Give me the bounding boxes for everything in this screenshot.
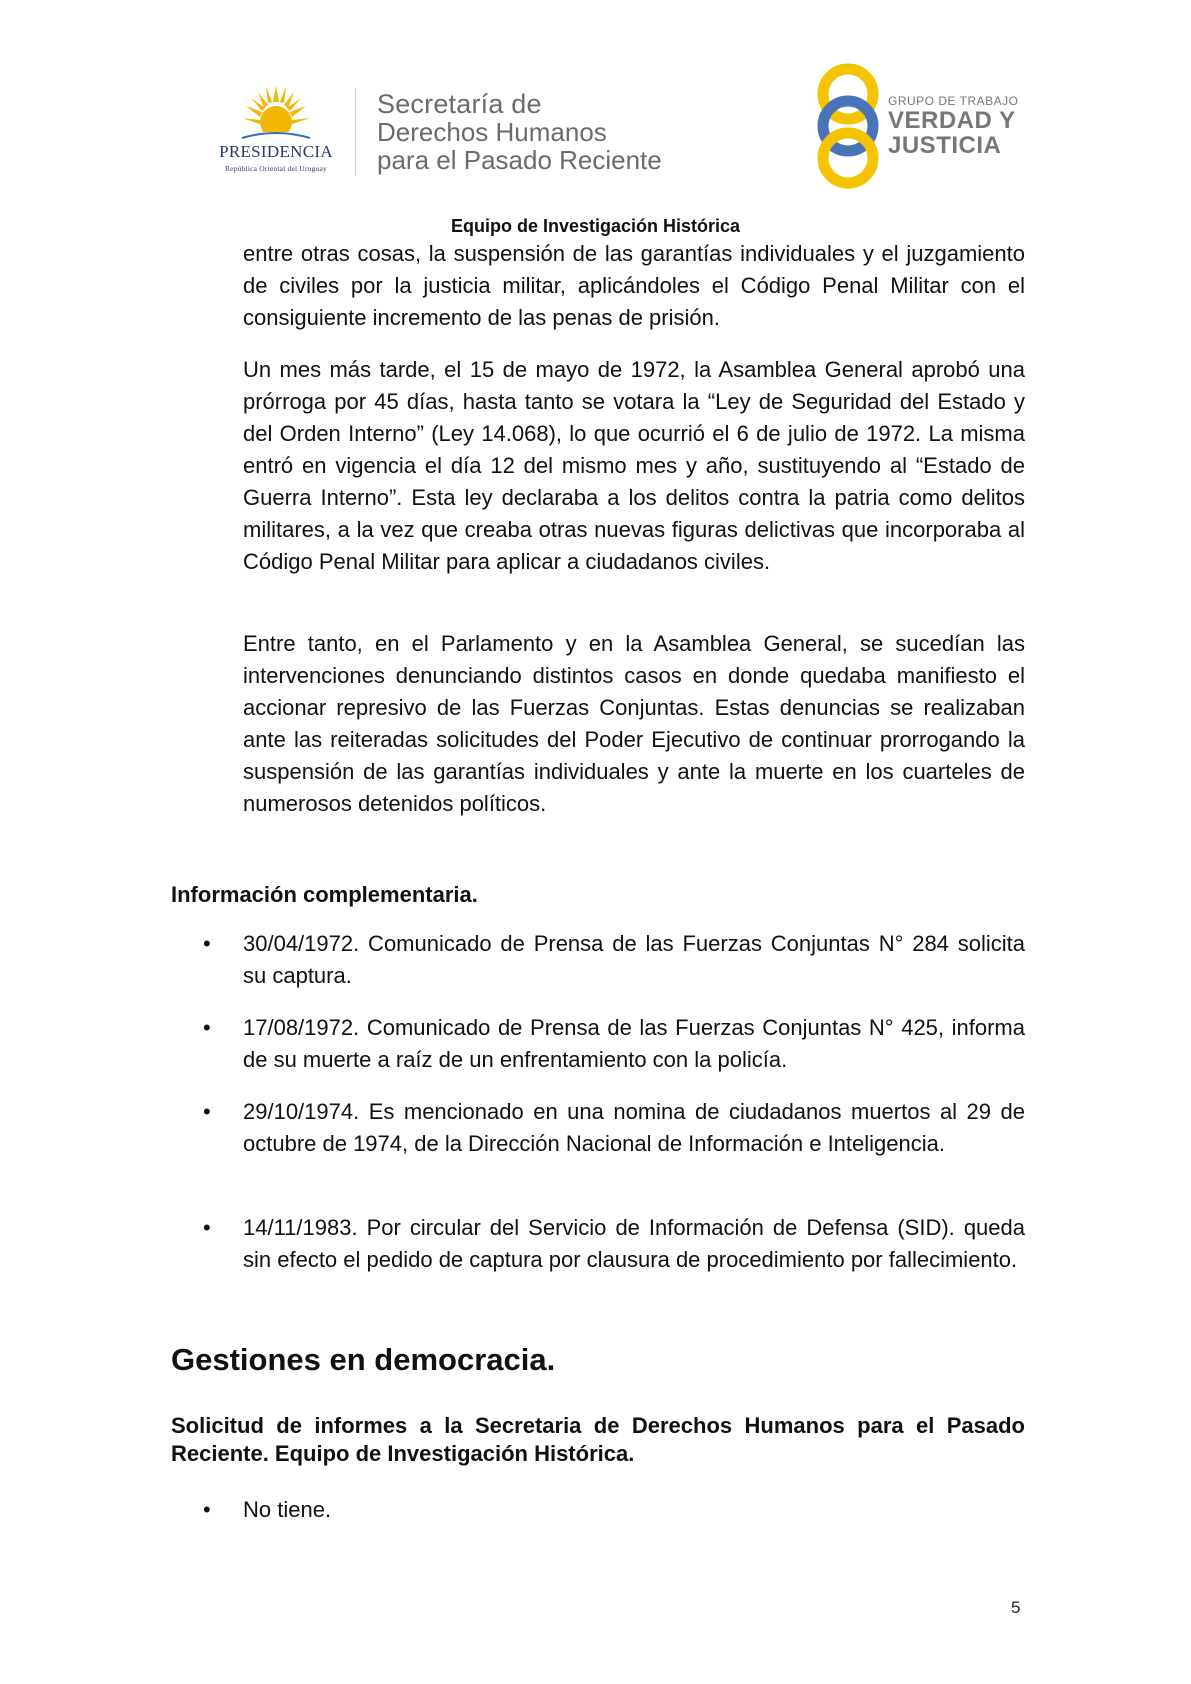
secretaria-line-1: Secretaría de — [377, 89, 542, 119]
presidencia-logo — [196, 80, 356, 180]
header-divider — [355, 88, 356, 176]
list-item-text: 30/04/1972. Comunicado de Prensa de las Fuerzas Conjuntas N° 284 solicita su captura. — [243, 931, 1025, 988]
vj-justicia: JUSTICIA — [888, 132, 1002, 159]
sun-icon — [238, 80, 314, 140]
list-item-text: No tiene. — [243, 1497, 332, 1522]
bullet: • — [203, 1497, 211, 1522]
page-header — [0, 0, 1191, 236]
presidencia-name: PRESIDENCIA — [219, 142, 333, 161]
paragraph-2: Un mes más tarde, el 15 de mayo de 1972, la Asamblea General aprobó una prórroga por 45 días, hasta tanto se votara la “Ley de Seguridad del Estado y del Orden Interno” (Ley 14.068), lo que ocurrió el 6 de julio de 1972. La misma entró en vigencia el día 12 del mismo mes y año, sustituyendo al “Estado de Guerra Interno”. Esta ley declaraba a los delitos contra la patria como delitos militares, a la vez que creaba otras nuevas figuras delictivas que incorporaba al Código Penal Militar para aplicar a ciudadanos civiles. — [243, 357, 1025, 574]
list-item-text: 14/11/1983. Por circular del Servicio de Información de Defensa (SID). queda sin efecto el pedido de captura por clausura de procedimiento por fallecimiento. — [243, 1215, 1025, 1272]
paragraph-3: Entre tanto, en el Parlamento y en la Asamblea General, se sucedían las intervenciones denunciando distintos casos en donde quedaba manifiesto el accionar represivo de las Fuerzas Conjuntas. Estas denuncias se realizaban ante las reiteradas solicitudes del Poder Ejecutivo de continuar prorrogando la suspensión de las garantías individuales y ante la muerte en los cuarteles de numerosos detenidos políticos. — [243, 631, 1025, 816]
paragraph-1: entre otras cosas, la suspensión de las garantías individuales y el juzgamiento de civiles por la justicia militar, aplicándoles el Código Penal Militar con el consiguiente incremento de las penas de prisión. — [243, 241, 1025, 330]
secretaria-line-2: Derechos Humanos — [377, 117, 607, 147]
info-heading: Información complementaria. — [171, 882, 478, 907]
bullet: • — [203, 931, 211, 956]
bullet: • — [203, 1015, 211, 1040]
verdad-justicia-text — [888, 94, 1018, 158]
secretaria-logo-text — [377, 90, 662, 174]
democracia-heading: Gestiones en democracia. — [171, 1342, 556, 1377]
page-number: 5 — [1011, 1598, 1021, 1617]
rings-icon — [812, 62, 884, 190]
list-item-text: 29/10/1974. Es mencionado en una nomina de ciudadanos muertos al 29 de octubre de 1974, de la Dirección Nacional de Información e Inteligencia. — [243, 1099, 1025, 1156]
vj-grupo: GRUPO DE TRABAJO — [888, 94, 1019, 108]
team-title: Equipo de Investigación Histórica — [450, 216, 741, 236]
bullet: • — [203, 1215, 211, 1240]
bullet: • — [203, 1099, 211, 1124]
democracia-subheading: Solicitud de informes a la Secretaria de Derechos Humanos para el Pasado Reciente. Equipo de Investigación Histórica. — [171, 1413, 1025, 1466]
secretaria-line-3: para el Pasado Reciente — [377, 145, 662, 175]
verdad-justicia-logo — [812, 62, 1032, 192]
presidencia-subtitle: República Oriental del Uruguay — [224, 164, 327, 173]
list-item-text: 17/08/1972. Comunicado de Prensa de las Fuerzas Conjuntas N° 425, informa de su muerte a raíz de un enfrentamiento con la policía. — [243, 1015, 1025, 1072]
vj-verdad: VERDAD Y — [888, 107, 1016, 134]
